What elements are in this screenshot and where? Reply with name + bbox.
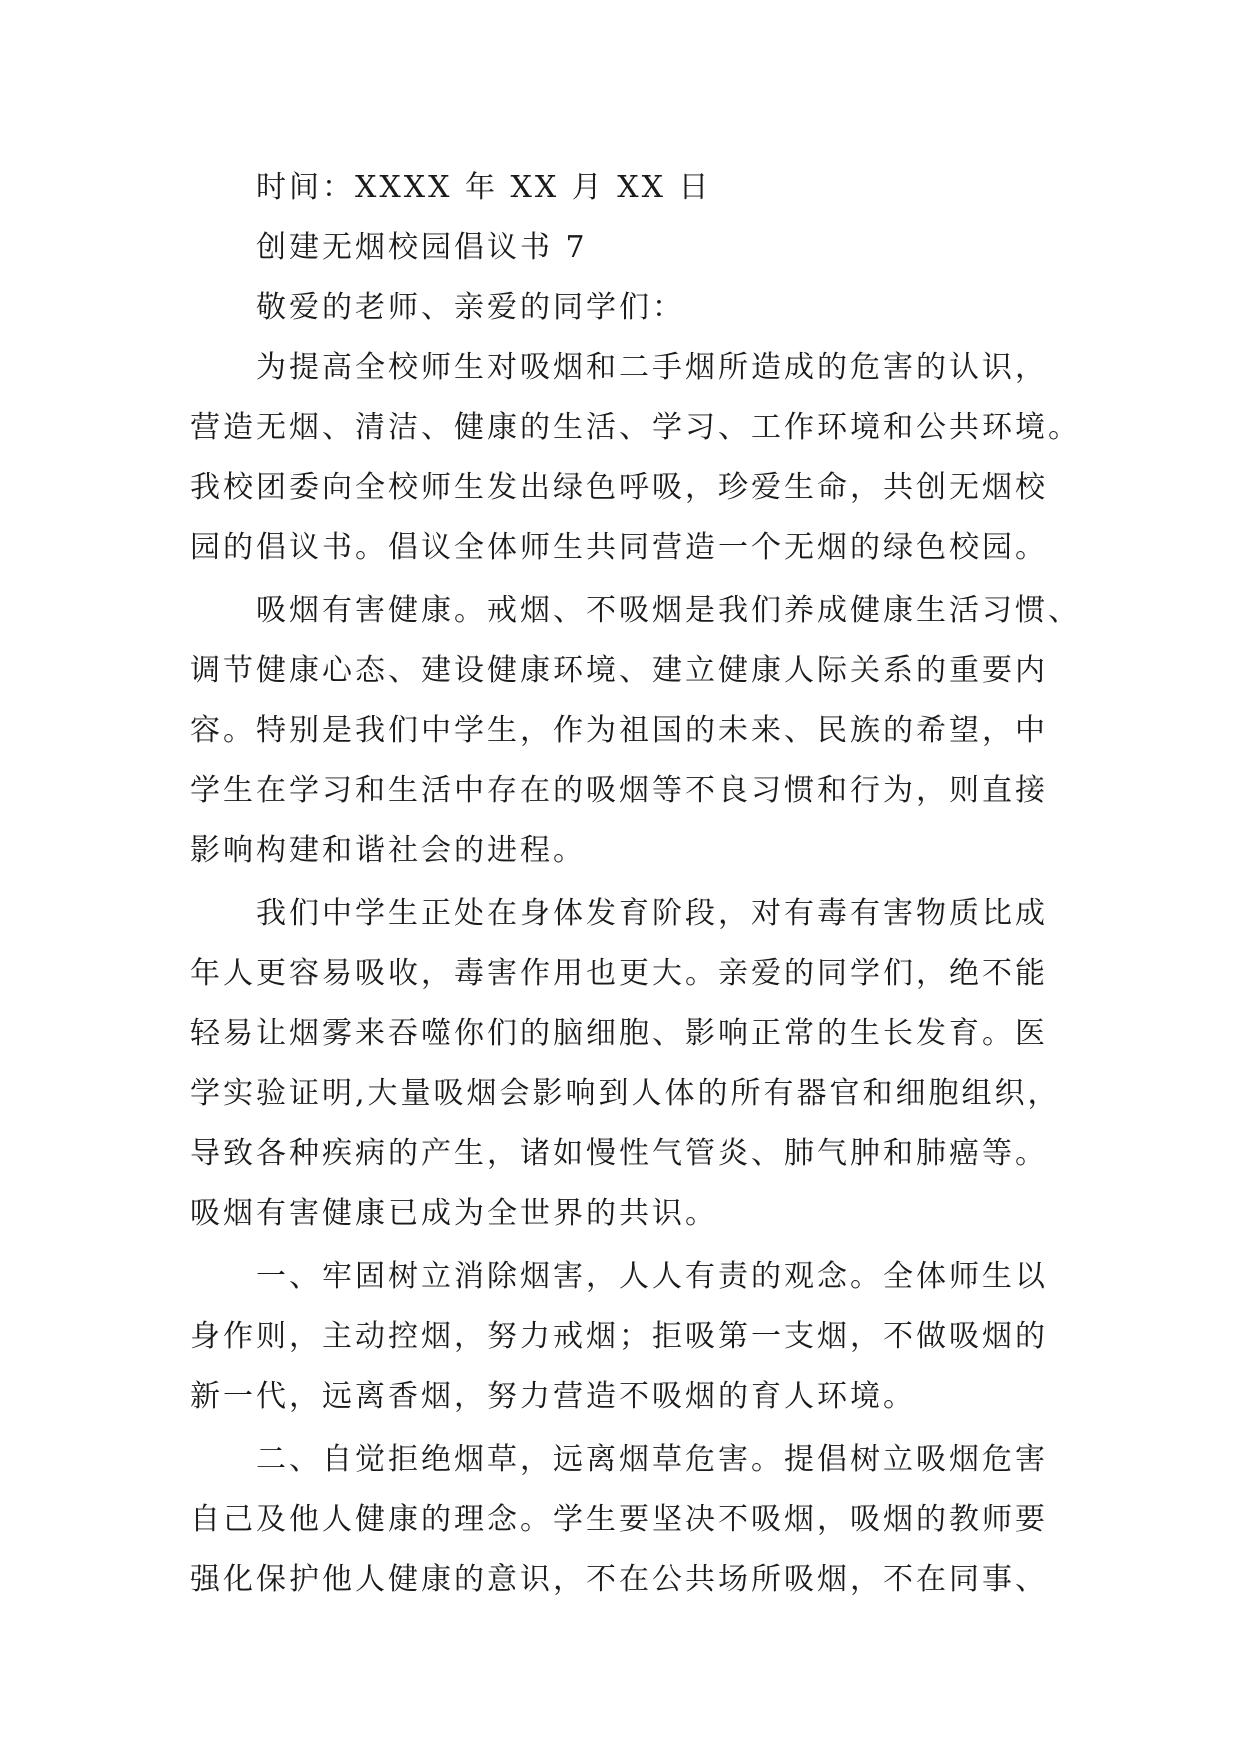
date-line: 时间：XXXX 年 XX 月 XX 日	[256, 170, 712, 205]
paragraph-line: 我们中学生正处在身体发育阶段，对有毒有害物质比成	[256, 896, 1048, 931]
paragraph-point-one	[190, 1247, 1070, 1427]
paragraph-line: 一、牢固树立消除烟害，人人有责的观念。全体师生以	[256, 1259, 1048, 1294]
paragraph-line: 吸烟有害健康已成为全世界的共识。	[190, 1196, 718, 1231]
paragraph-line: 年人更容易吸收，毒害作用也更大。亲爱的同学们，绝不能	[190, 956, 1048, 991]
document-title: 创建无烟校园倡议书 7	[256, 230, 588, 265]
paragraph-line: 影响构建和谐社会的进程。	[190, 833, 586, 868]
paragraph-line: 学实验证明,大量吸烟会影响到人体的所有器官和细胞组织，	[190, 1076, 1061, 1111]
paragraph-line: 营造无烟、清洁、健康的生活、学习、工作环境和公共环境。	[190, 410, 1081, 445]
paragraph-intro	[190, 338, 1081, 578]
paragraph-point-two	[190, 1430, 1070, 1610]
salutation: 敬爱的老师、亲爱的同学们：	[256, 290, 685, 325]
paragraph-line: 身作则，主动控烟，努力戒烟；拒吸第一支烟，不做吸烟的	[190, 1319, 1048, 1354]
paragraph-line: 学生在学习和生活中存在的吸烟等不良习惯和行为，则直接	[190, 773, 1048, 808]
paragraph-line: 新一代，远离香烟，努力营造不吸烟的育人环境。	[190, 1379, 916, 1414]
paragraph-line: 吸烟有害健康。戒烟、不吸烟是我们养成健康生活习惯、	[256, 593, 1081, 628]
paragraph-line: 自己及他人健康的理念。学生要坚决不吸烟，吸烟的教师要	[190, 1502, 1048, 1537]
paragraph-line: 调节健康心态、建设健康环境、建立健康人际关系的重要内	[190, 653, 1048, 688]
paragraph-line: 园的倡议书。倡议全体师生共同营造一个无烟的绿色校园。	[190, 530, 1048, 565]
paragraph-line: 我校团委向全校师生发出绿色呼吸，珍爱生命，共创无烟校	[190, 470, 1048, 505]
paragraph-line: 容。特别是我们中学生，作为祖国的未来、民族的希望，中	[190, 713, 1048, 748]
document-body	[190, 158, 1081, 1610]
paragraph-development	[190, 884, 1070, 1244]
paragraph-line: 为提高全校师生对吸烟和二手烟所造成的危害的认识，	[256, 350, 1048, 385]
paragraph-line: 强化保护他人健康的意识，不在公共场所吸烟，不在同事、	[190, 1562, 1048, 1597]
paragraph-health	[190, 581, 1081, 881]
paragraph-line: 导致各种疾病的产生，诸如慢性气管炎、肺气肿和肺癌等。	[190, 1136, 1048, 1171]
paragraph-line: 二、自觉拒绝烟草，远离烟草危害。提倡树立吸烟危害	[256, 1442, 1048, 1477]
paragraph-line: 轻易让烟雾来吞噬你们的脑细胞、影响正常的生长发育。医	[190, 1016, 1048, 1051]
